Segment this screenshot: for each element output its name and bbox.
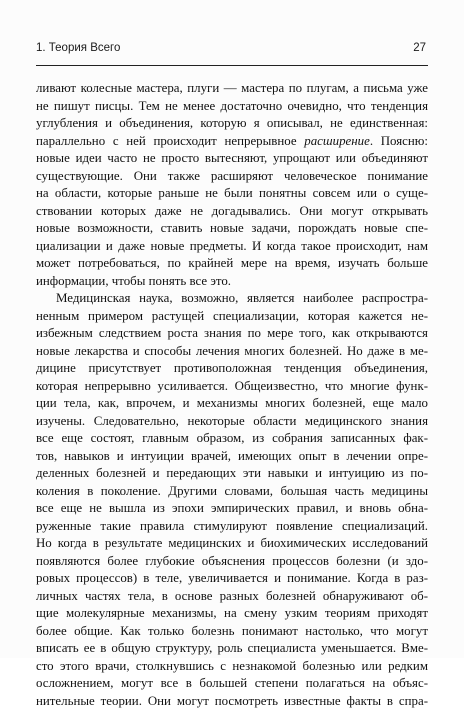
- text-line: деленных болезней и передающих эти навыки и интуицию из по-: [36, 465, 428, 483]
- text-line: коления в поколение. Другими словами, большая часть медицины: [36, 483, 428, 501]
- text-line: новые лекарства и способы лечения многих болезней. Но даже в ме-: [36, 343, 428, 361]
- text-line: существующие. Они также расширяют человеческое понимание: [36, 168, 428, 186]
- text-line: которая непрерывно усиливается. Общеизвестно, что многие функ-: [36, 378, 428, 396]
- text-line: не пишут писцы. Тем не менее достаточно очевидно, что тенденция: [36, 98, 428, 116]
- chapter-title: 1. Теория Всего: [36, 42, 120, 54]
- text-line: Медицинская наука, возможно, является наиболее распростра-: [36, 290, 428, 308]
- text-line: ливают колесные мастера, плуги — мастера по плугам, а письма уже: [36, 80, 428, 98]
- text-line: руженные такие правила стимулируют появление специализаций.: [36, 518, 428, 536]
- text-line: новые идеи часто не просто вытесняют, упрощают или объединяют: [36, 150, 428, 168]
- text-line: ции тела, как, впрочем, и механизмы многих болезней, еще мало: [36, 395, 428, 413]
- text-run: параллельно с ней происходит непрерывное: [36, 134, 304, 148]
- text-line: все еще не вышла из эпохи эмпирических правил, и вновь обна-: [36, 500, 428, 518]
- page-number: 27: [413, 42, 426, 54]
- text-line: осложнением, могут все в большей степени полагаться на объяс-: [36, 675, 428, 693]
- text-line: щие молекулярные механизмы, на смену узким теориям приходят: [36, 605, 428, 623]
- text-line: дицине присутствует противоположная тенденция объединения,: [36, 360, 428, 378]
- text-line: ствовании которых даже не догадывались. Они могут открывать: [36, 203, 428, 221]
- text-line: личных частях тела, в основе разных болезней обнаруживают об-: [36, 588, 428, 606]
- running-head: [36, 42, 428, 56]
- text-line: избежным следствием роста знания по мере того, как открываются: [36, 325, 428, 343]
- text-line: сто этого врачи, столкнувшись с незнакомой болезнью или редким: [36, 658, 428, 676]
- text-line: информации, чтобы понять все это.: [36, 273, 428, 291]
- text-line: вписать ее в общую структуру, роль специалиста уменьшается. Вме-: [36, 640, 428, 658]
- text-run: . Поясню:: [370, 134, 428, 148]
- emphasis-term: расширение: [304, 134, 370, 148]
- text-line: Но когда в результате медицинских и биохимических исследований: [36, 535, 428, 553]
- text-line: на области, которые раньше не были понятны совсем или о суще-: [36, 185, 428, 203]
- text-line: ровых процессов) в теле, увеличивается и понимание. Когда в раз-: [36, 570, 428, 588]
- body-text: [36, 80, 428, 710]
- text-line: ненным примером растущей специализации, которая кажется не-: [36, 308, 428, 326]
- text-line: более общие. Как только болезнь понимают настолько, что могут: [36, 623, 428, 641]
- text-line: новые возможности, ставить новые задачи, порождать новые спе-: [36, 220, 428, 238]
- text-line: нительные теории. Они могут посмотреть известные факты в спра-: [36, 693, 428, 710]
- text-line: циализации и даже новые предметы. И когда такое происходит, нам: [36, 238, 428, 256]
- text-line: тов, навыков и интуиции врачей, имеющих опыт в лечении опре-: [36, 448, 428, 466]
- text-line: углубления и объединения, которую я описывал, не единственная:: [36, 115, 428, 133]
- text-line: может потребоваться, по крайней мере на время, изучать больше: [36, 255, 428, 273]
- header-rule: [36, 65, 428, 66]
- text-line: изучены. Следовательно, некоторые области медицинского знания: [36, 413, 428, 431]
- text-line: все еще состоят, главным образом, из собрания записанных фак-: [36, 430, 428, 448]
- text-line-with-emphasis: [36, 133, 428, 151]
- text-line: появляются более глубокие объяснения процессов болезни (и здо-: [36, 553, 428, 571]
